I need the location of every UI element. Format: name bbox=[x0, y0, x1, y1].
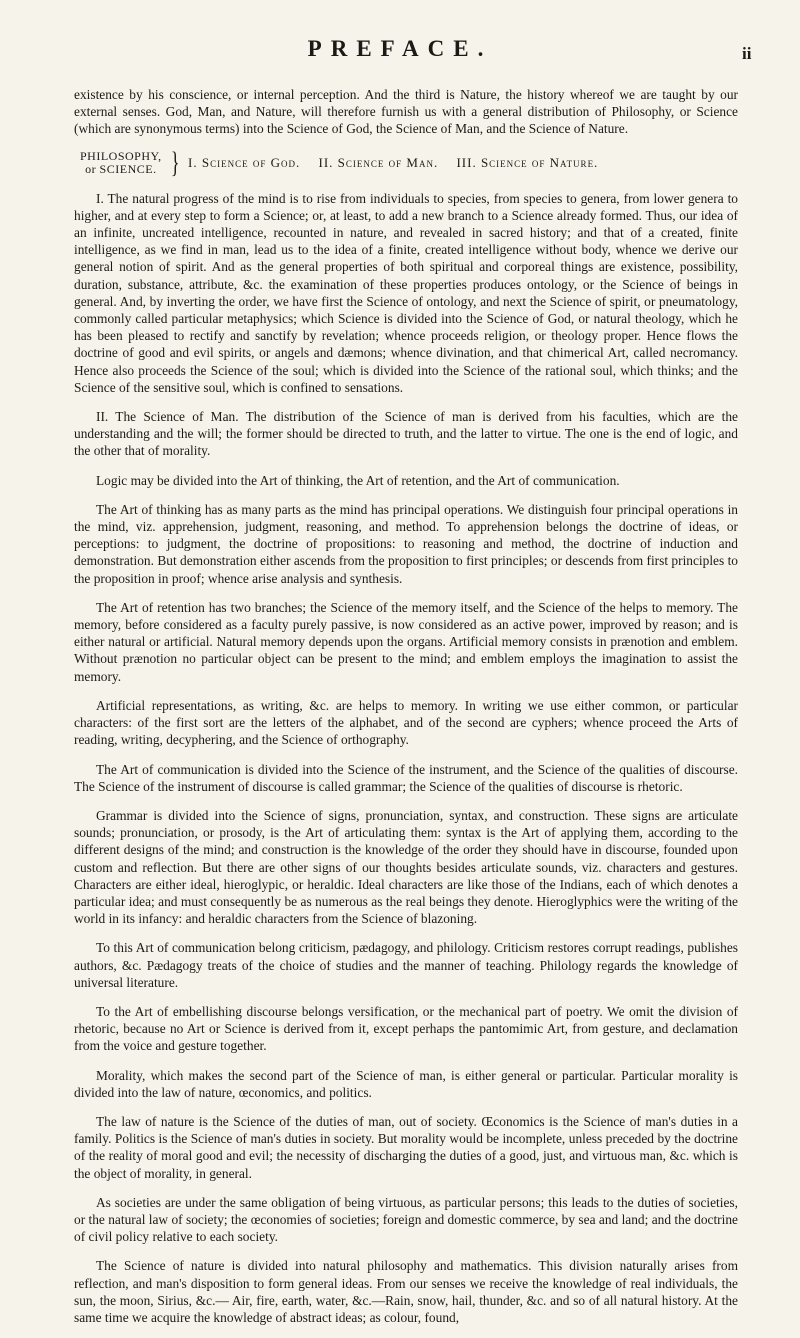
paragraph: The Art of thinking has as many parts as the mind has principal operations. We distinguish four principal operations in the mind, viz. apprehension, judgment, reasoning, and method. To apprehension belongs the doctrine of ideas, or perceptions: to judgment, the doctrine of propositions: to reasoning and method, the doctrine of induction and demonstration. But demonstration either ascends from the proposition to first principles; or descends from first principles to the proposition in proof; whence arise analysis and synthesis. bbox=[74, 501, 738, 586]
paragraph: To the Art of embellishing discourse belongs versification, or the mechanical part of poetry. We omit the division of rhetoric, because no Art or Science is derived from it, except perhaps the pantomimic Art, from gesture, and declamation from the voice and gesture together. bbox=[74, 1003, 738, 1054]
division-item-man: II. Science of Man. bbox=[318, 155, 439, 170]
paragraph: To this Art of communication belong criticism, pædagogy, and philology. Criticism restores corrupt readings, publishes authors, &c. Pædagogy treats of the choice of studies and the manner of teaching. Philology regards the knowledge of universal literature. bbox=[74, 940, 738, 990]
paragraph: The law of nature is the Science of the duties of man, out of society. Œconomics is the Science of man's duties in a family. Politics is the Science of man's duties in society. But morality would be incomplete, unless preceded by the doctrine of the reality of moral good and evil; the necessity of discharging the duties of a good, just, and virtuous man, &c. which is the object of morality, in general. bbox=[74, 1113, 738, 1181]
division-items bbox=[188, 154, 612, 171]
brace: } bbox=[170, 145, 180, 179]
science-division bbox=[80, 145, 738, 179]
paragraph: Grammar is divided into the Science of signs, pronunciation, syntax, and construction. These signs are articulate sounds; pronunciation, or prosody, is the Art of articulating them: syntax is the Art of applying them, according to the different designs of the mind; and construction is the knowledge of the order they should have in discourse, founded upon custom and reflection. But there are other signs of our thoughts besides articulate sounds, viz. characters and gestures. Characters are either ideal, hieroglypic, or heraldic. Ideal characters are like those of the Indians, each of which denotes a particular idea; and must consequently be as numerous as the real beings they denote. Hieroglyphics were the writing of the world in its infancy: and heraldic characters from the Science of blazoning. bbox=[74, 807, 738, 927]
running-head: PREFACE. bbox=[307, 36, 493, 61]
page-number: ii bbox=[742, 44, 752, 63]
paragraph: As societies are under the same obligation of being virtuous, as particular persons; this leads to the duties of societies, or the natural law of society; the œconomies of societies; foreign and domestic commerce, by sea and land; and the doctrine of civil policy relative to each society. bbox=[74, 1194, 738, 1245]
division-item-god: I. Science of God. bbox=[188, 155, 301, 170]
division-item-nature: III. Science of Nature. bbox=[456, 155, 599, 170]
paragraph: I. The natural progress of the mind is to rise from individuals to species, from species to genera, from lower genera to higher, and at every step to form a Science; or, at least, to add a new branch to a Science already formed. Thus, our idea of an infinite, uncreated intelligence, recounted in nature, and revealed in sacred history; and that of a created, finite intelligence, as we find in man, lead us to the idea of a finite, created intelligence without body, whence we derive our general notion of spirit. And as the general properties of both spiritual and corporeal things are existence, possibility, duration, substance, attribute, &c. the examination of these properties produces ontology, or the Science of beings in general. And, by inverting the order, we have first the Science of ontology, and next the Science of spirit, or pneumatology, commonly called particular metaphysics; which Science is divided into the Science of God, or natural theology, which he has been pleased to rectify and sanctify by revelation; whence proceeds religion, or theology proper. Hence flows the doctrine of good and evil spirits, or angels and dæmons; whence divination, and that chimerical Art, called necromancy. Hence also proceeds the Science of the soul; which is divided into the Science of the rational soul, which thinks; and the Science of the sensitive soul, which is confined to sensations. bbox=[74, 190, 738, 395]
paragraph: The Art of retention has two branches; the Science of the memory itself, and the Science of the helps to memory. The memory, before considered as a faculty purely passive, is now considered as an active power, improved by reason; and is either natural or artificial. Natural memory depends upon the organs. Artificial memory consists in prænotion and emblem. Without prænotion no particular object can be present to the mind; and emblem employs the imagination to assist the memory. bbox=[74, 599, 738, 684]
paragraph: II. The Science of Man. The distribution of the Science of man is derived from his faculties, which are the understanding and the will; the former should be directed to truth, and the latter to virtue. The one is the end of logic, and the other that of morality. bbox=[74, 409, 738, 459]
division-heading-line1: PHILOSOPHY, bbox=[80, 148, 162, 163]
paragraph: Morality, which makes the second part of the Science of man, is either general or particular. Particular morality is divided into the law of nature, œconomics, and politics. bbox=[74, 1067, 738, 1100]
paragraph: Logic may be divided into the Art of thinking, the Art of retention, and the Art of communication. bbox=[96, 472, 620, 488]
division-heading bbox=[80, 150, 162, 176]
body-text bbox=[74, 86, 738, 1338]
paragraph: The Science of nature is divided into natural philosophy and mathematics. This division naturally arises from reflection, and man's disposition to form general ideas. From our senses we receive the knowledge of real individuals, the sun, the moon, Sirius, &c.— Air, fire, earth, water, &c.—Rain, snow, hail, thunder, &c. and so of all natural history. At the same time we acquire the knowledge of abstract ideas; as colour, found, bbox=[74, 1258, 738, 1325]
paragraph: existence by his conscience, or internal perception. And the third is Nature, the history whereof we are taught by our external senses. God, Man, and Nature, will therefore furnish us with a general distribution of Philosophy, or Science (which are synonymous terms) into the Science of God, the Science of Man, and the Science of Nature. bbox=[74, 87, 738, 137]
paragraph: Artificial representations, as writing, &c. are helps to memory. In writing we use either common, or particular characters: of the first sort are the letters of the alphabet, and of the second are cyphers; whence proceed the Arts of reading, writing, decyphering, and the Science of orthography. bbox=[74, 697, 738, 748]
paragraph: The Art of communication is divided into the Science of the instrument, and the Science of the qualities of discourse. The Science of the instrument of discourse is called grammar; the Science of the qualities of discourse is rhetoric. bbox=[74, 761, 738, 794]
division-heading-line2: or SCIENCE. bbox=[85, 161, 157, 176]
